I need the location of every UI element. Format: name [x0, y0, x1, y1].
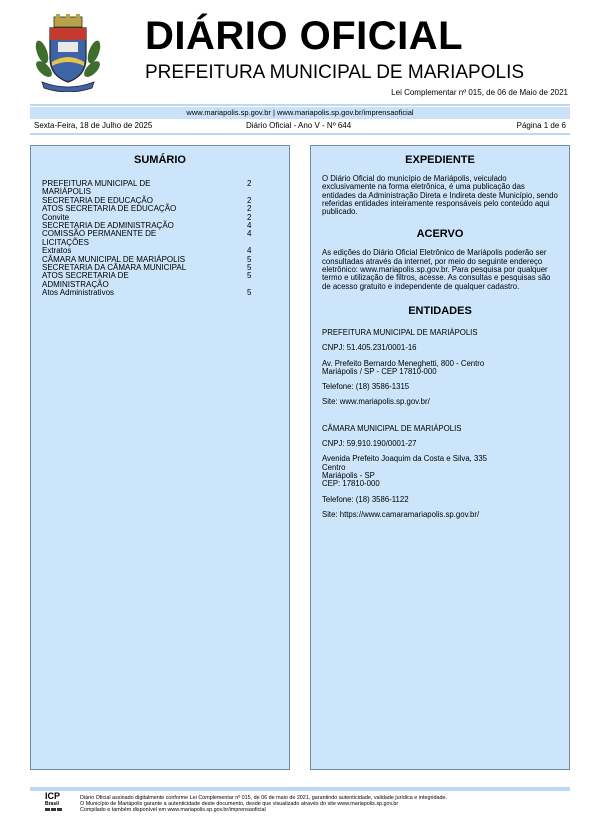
page-title: DIÁRIO OFICIAL [145, 14, 464, 58]
law-reference: Lei Complementar nº 015, de 06 de Maio de 2021 [391, 88, 568, 97]
toc-item-atos-educacao[interactable]: ATOS SECRETARIA DE EDUCAÇÃO 2 [42, 204, 252, 214]
expediente-text: O Diário Oficial do município de Mariápolis, veiculado exclusivamente na forma eletrônica, é uma publicação das entidades da Administração Direta e Indireta deste Município, sendo referidas entidades inteiramente responsáveis pelo conteúdo aqui publicado. [322, 174, 558, 217]
footer-line-1: Diário Oficial assinado digitalmente conforme Lei Complementar nº 015, de 06 de maio de 2021, garantindo autenticidade, validade jurídica e integridade. [80, 795, 447, 801]
toc-item-secretaria-administracao[interactable]: SECRETARIA DE ADMINISTRAÇÃO 4 [42, 221, 252, 231]
summary-panel [30, 145, 290, 770]
toc-item-prefeitura[interactable]: PREFEITURA MUNICIPAL DE MARIÁPOLIS 2 [42, 179, 252, 197]
camara-name: CÂMARA MUNICIPAL DE MARIÁPOLIS [322, 423, 462, 433]
toc-item-convite[interactable]: Convite 2 [42, 212, 252, 222]
prefeitura-phone: Telefone: (18) 3586-1315 [322, 382, 410, 392]
edition-number: Diário Oficial - Ano V - Nº 644 [246, 121, 352, 130]
toc-item-secretaria-educacao[interactable]: SECRETARIA DE EDUCAÇÃO 2 [42, 195, 252, 205]
toc-item-secretaria-camara[interactable]: SECRETARIA DA CÂMARA MUNICIPAL 5 [42, 263, 252, 273]
prefeitura-address-line1: Av. Prefeito Bernardo Meneghetti, 800 - Centro [322, 358, 485, 368]
camara-phone: Telefone: (18) 3586-1122 [322, 494, 409, 504]
footer-line-3: Compilado e também disponível em www.mariapolis.sp.gov.br/imprensaoficial [80, 807, 266, 813]
toc-item-camara[interactable]: CÂMARA MUNICIPAL DE MARIÁPOLIS 5 [42, 254, 252, 264]
prefeitura-address-line2: Mariápolis / SP - CEP 17810-000 [322, 366, 437, 376]
page-subtitle: PREFEITURA MUNICIPAL DE MARIAPOLIS [145, 62, 525, 83]
toc-item-extratos[interactable]: Extratos 4 [42, 246, 252, 256]
expediente-heading: EXPEDIENTE [405, 154, 475, 166]
summary-heading: SUMÁRIO [134, 154, 186, 166]
camara-address-line1: Avenida Prefeito Joaquim da Costa e Silva, 335 [322, 454, 487, 464]
info-panel [310, 145, 570, 770]
toc-item-comissao-licitacoes[interactable]: COMISSÃO PERMANENTE DE LICITAÇÕES 4 [42, 229, 252, 247]
url-bar[interactable]: www.mariapolis.sp.gov.br | www.mariapolis.sp.gov.br/imprensaoficial [30, 107, 570, 119]
toc-item-atos-administracao[interactable]: ATOS SECRETARIA DE ADMINISTRAÇÃO 5 [42, 271, 252, 289]
acervo-heading: ACERVO [416, 228, 464, 241]
municipal-crest-icon [34, 14, 102, 92]
prefeitura-site[interactable]: Site: www.mariapolis.sp.gov.br/ [322, 397, 430, 407]
footer-text [80, 795, 447, 813]
camara-site[interactable]: Site: https://www.camaramariapolis.sp.gov.br/ [322, 509, 480, 519]
camara-address-line3: Mariápolis - SP [322, 470, 375, 480]
publication-date: Sexta-Feira, 18 de Julho de 2025 [34, 121, 153, 130]
page-number: Página 1 de 6 [516, 121, 566, 130]
camara-address-line4: CEP: 17810-000 [322, 479, 380, 489]
acervo-text: As edições do Diário Oficial Eletrônico de Mariápolis poderão ser consultadas através da internet, por meio do seguinte endereço eletrônico: www.mariapolis.sp.gov.br. Para pesquisa por qualquer termo e utilização de filtros, acesse. As consultas e pesquisas são de acesso gratuito e independente de qualquer cadastro. [322, 248, 551, 291]
toc-item-atos-administrativos[interactable]: Atos Administrativos 5 [42, 288, 252, 298]
entidades-heading: ENTIDADES [408, 304, 472, 317]
summary-list [42, 180, 272, 298]
edition-info-bar [30, 120, 570, 132]
footer-divider [30, 787, 570, 791]
camara-address-line2: Centro [322, 462, 346, 472]
footer-line-2: O Município de Mariápolis garante a autenticidade deste documento, desde que visualizado através do site www.mariapolis.sp.gov.br [80, 801, 399, 807]
prefeitura-name: PREFEITURA MUNICIPAL DE MARIÁPOLIS [322, 327, 478, 337]
icp-brasil-logo: ICP Brasil [45, 792, 67, 814]
header-divider [30, 104, 570, 106]
camara-cnpj: CNPJ: 59.910.190/0001-27 [322, 439, 417, 449]
prefeitura-cnpj: CNPJ: 51.405.231/0001-16 [322, 343, 417, 353]
info-divider [30, 133, 570, 135]
